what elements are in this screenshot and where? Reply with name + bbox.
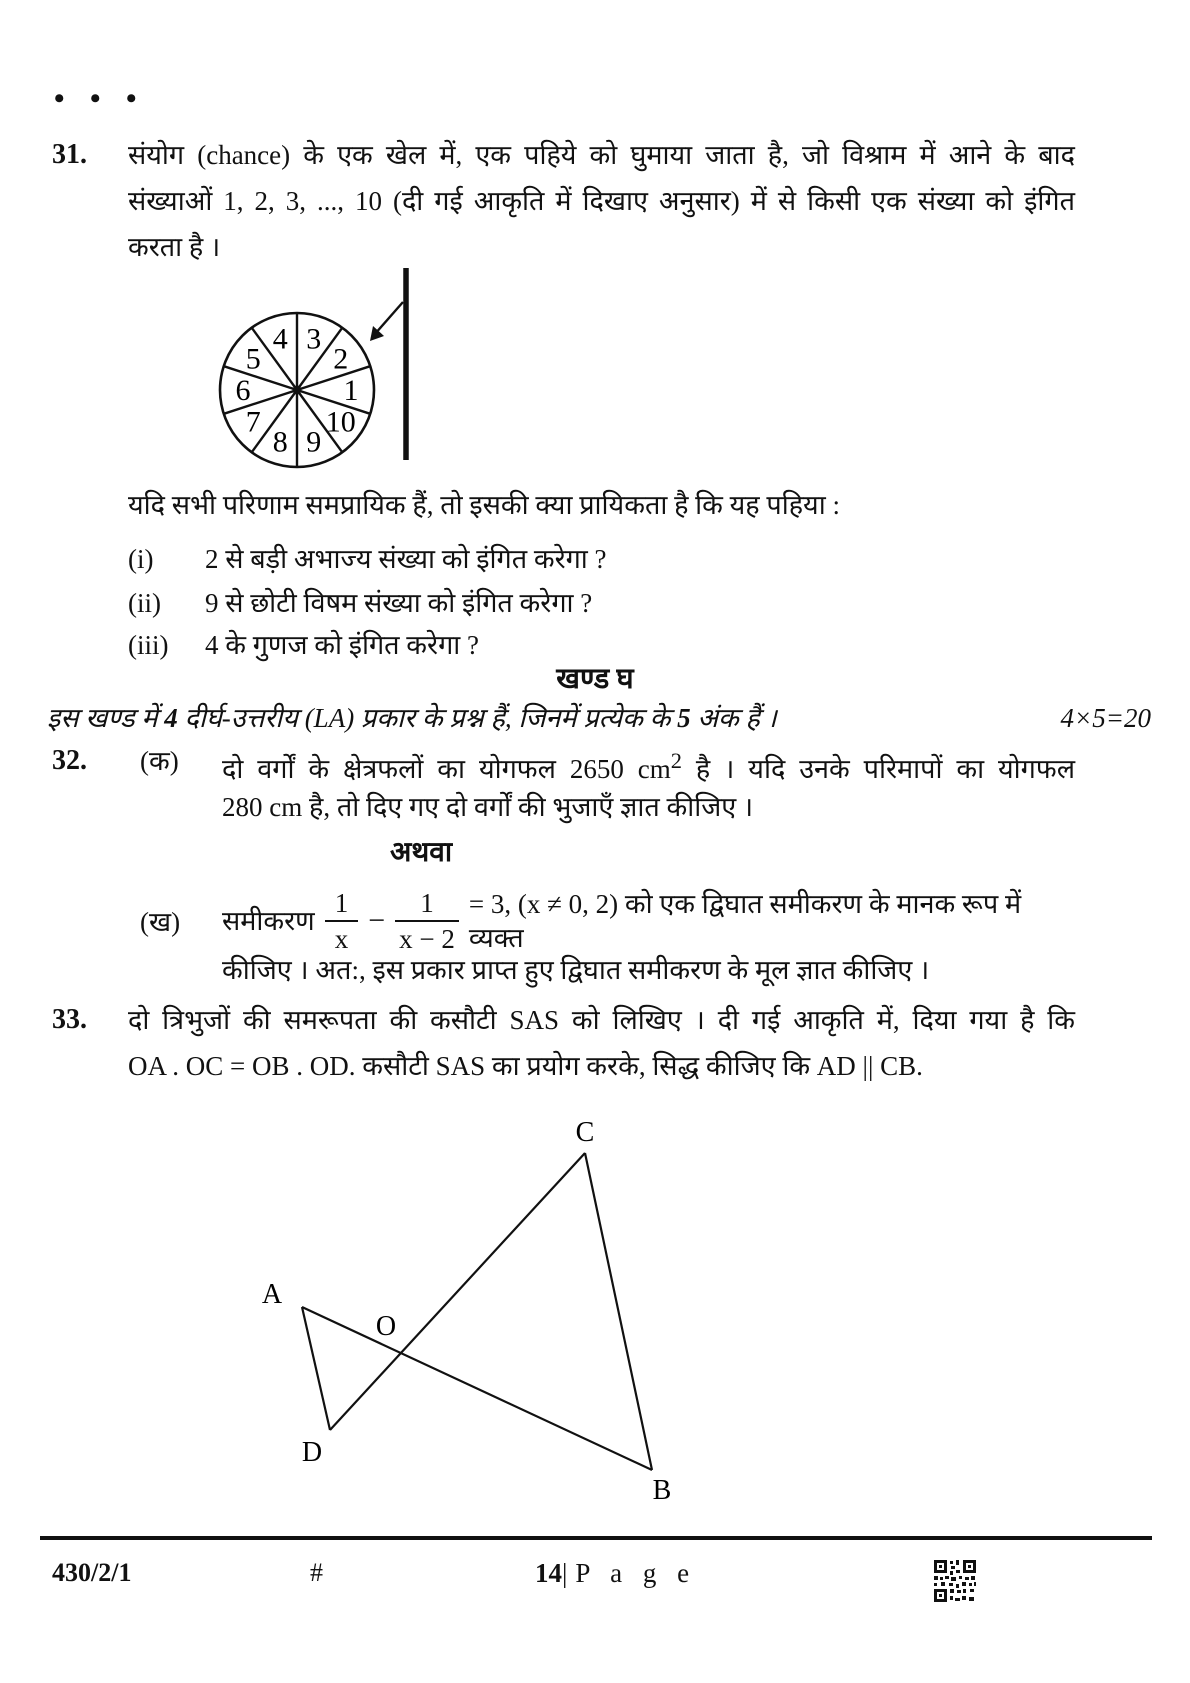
fraction-1-denominator: x <box>334 924 349 954</box>
wheel-number-2: 2 <box>333 342 349 376</box>
q32-number: 32. <box>52 745 87 776</box>
wheel-number-5: 5 <box>245 342 261 376</box>
spinning-wheel-figure <box>190 255 430 480</box>
continuation-dots: • • • <box>54 82 146 115</box>
q32a-line1-post: है । यदि उनके परिमापों का योगफल <box>681 754 1075 784</box>
vertex-label-O: O <box>375 1311 397 1342</box>
instr-marks-each: 5 <box>677 703 691 733</box>
section-instruction-text <box>47 701 777 735</box>
footer-hash: # <box>310 1558 323 1587</box>
wheel-number-4: 4 <box>272 322 288 356</box>
footer-paper-code: 430/2/1 <box>52 1558 132 1587</box>
q31-stem: यदि सभी परिणाम समप्रायिक हैं, तो इसकी क्या प्रायिकता है कि यह पहिया : <box>128 490 840 520</box>
q31-part-iii-label: (iii) <box>128 630 169 660</box>
q32b-prefix: समीकरण <box>222 906 315 936</box>
q32b-rhs: = 3, (x ≠ 0, 2) को एक द्विघात समीकरण के मानक रूप में व्यक्त <box>468 889 1022 953</box>
wheel-center-dot <box>293 386 302 395</box>
footer-page-word: P a g e <box>575 1558 697 1588</box>
q31-number: 31. <box>52 139 87 170</box>
vertex-label-C: C <box>575 1117 595 1148</box>
q32b-line-2: कीजिए । अत:, इस प्रकार प्राप्त हुए द्विघात समीकरण के मूल ज्ञात कीजिए । <box>222 955 930 985</box>
instr-count: 4 <box>164 703 178 733</box>
section-instruction <box>47 701 1151 735</box>
fraction-2-denominator: x − 2 <box>399 924 455 954</box>
footer-separator: | <box>562 1558 568 1588</box>
q33-line-2: OA . OC = OB . OD. कसौटी SAS का प्रयोग करके, सिद्ध कीजिए कि AD || CB. <box>128 1051 923 1081</box>
wheel-number-6: 6 <box>235 374 251 407</box>
footer-rule <box>40 1536 1152 1540</box>
q32a-line-1 <box>222 744 1075 786</box>
segment-CD <box>330 1153 585 1430</box>
q31-line-2: संख्याओं 1, 2, 3, ..., 10 (दी गई आकृति में दिखाए अनुसार) में से किसी एक संख्या को इंगित <box>128 186 1075 216</box>
q31-part-ii-text: 9 से छोटी विषम संख्या को इंगित करेगा ? <box>205 588 593 618</box>
q31-part-iii-text: 4 के गुणज को इंगित करेगा ? <box>205 630 480 660</box>
fraction-1-numerator: 1 <box>325 888 359 922</box>
fraction-2 <box>395 888 459 954</box>
instr-seg2: दीर्घ-उत्तरीय (LA) प्रकार के प्रश्न हैं, जिनमें प्रत्येक के <box>177 703 678 733</box>
wheel-number-10: 10 <box>325 405 356 439</box>
segment-CB <box>585 1153 652 1470</box>
q32b-label: (ख) <box>140 907 181 937</box>
wheel-number-7: 7 <box>245 405 261 439</box>
wheel-number-3: 3 <box>306 322 322 356</box>
footer-page-number: 14 <box>535 1558 562 1588</box>
q32a-label: (क) <box>140 746 179 776</box>
or-label: अथवा <box>390 837 453 868</box>
q31-line-3: करता है । <box>128 232 221 262</box>
q31-line-1: संयोग (chance) के एक खेल में, एक पहिये को घुमाया जाता है, जो विश्राम में आने के बाद <box>128 140 1075 170</box>
q32a-line1-pre: दो वर्गों के क्षेत्रफलों का योगफल 2650 cm <box>222 754 671 784</box>
q33-line-1: दो त्रिभुजों की समरूपता की कसौटी SAS को लिखिए । दी गई आकृति में, दिया गया है कि <box>128 1005 1075 1035</box>
section-title: खण्ड घ <box>556 663 634 695</box>
q32a-line-2: 280 cm है, तो दिए गए दो वर्गों की भुजाएँ ज्ञात कीजिए । <box>222 792 754 822</box>
minus-sign: − <box>368 904 386 937</box>
section-marks: 4×5=20 <box>1060 703 1151 733</box>
footer-page-indicator <box>535 1556 696 1590</box>
wheel-number-1: 1 <box>343 374 359 407</box>
fraction-1 <box>325 888 359 954</box>
instr-seg3: अंक हैं । <box>690 703 777 733</box>
segment-AB <box>302 1307 652 1470</box>
segment-AD <box>302 1307 330 1430</box>
wheel-number-9: 9 <box>306 425 322 459</box>
instr-seg1: इस खण्ड में <box>47 703 165 733</box>
qr-code-icon <box>932 1558 978 1604</box>
pointer-arrow-shaft <box>374 302 403 335</box>
vertex-label-B: B <box>652 1475 672 1506</box>
fraction-2-numerator: 1 <box>395 888 459 922</box>
q31-part-ii-label: (ii) <box>128 588 161 618</box>
pointer-arrowhead-icon <box>370 326 384 341</box>
vertex-label-D: D <box>301 1437 323 1468</box>
triangles-figure <box>240 1105 710 1515</box>
q31-part-i-text: 2 से बड़ी अभाज्य संख्या को इंगित करेगा ? <box>205 544 607 574</box>
vertex-label-A: A <box>261 1279 283 1310</box>
q33-number: 33. <box>52 1004 87 1035</box>
wheel-number-8: 8 <box>272 425 288 459</box>
q32a-line1-sup: 2 <box>670 748 682 773</box>
q31-part-i-label: (i) <box>128 544 154 574</box>
